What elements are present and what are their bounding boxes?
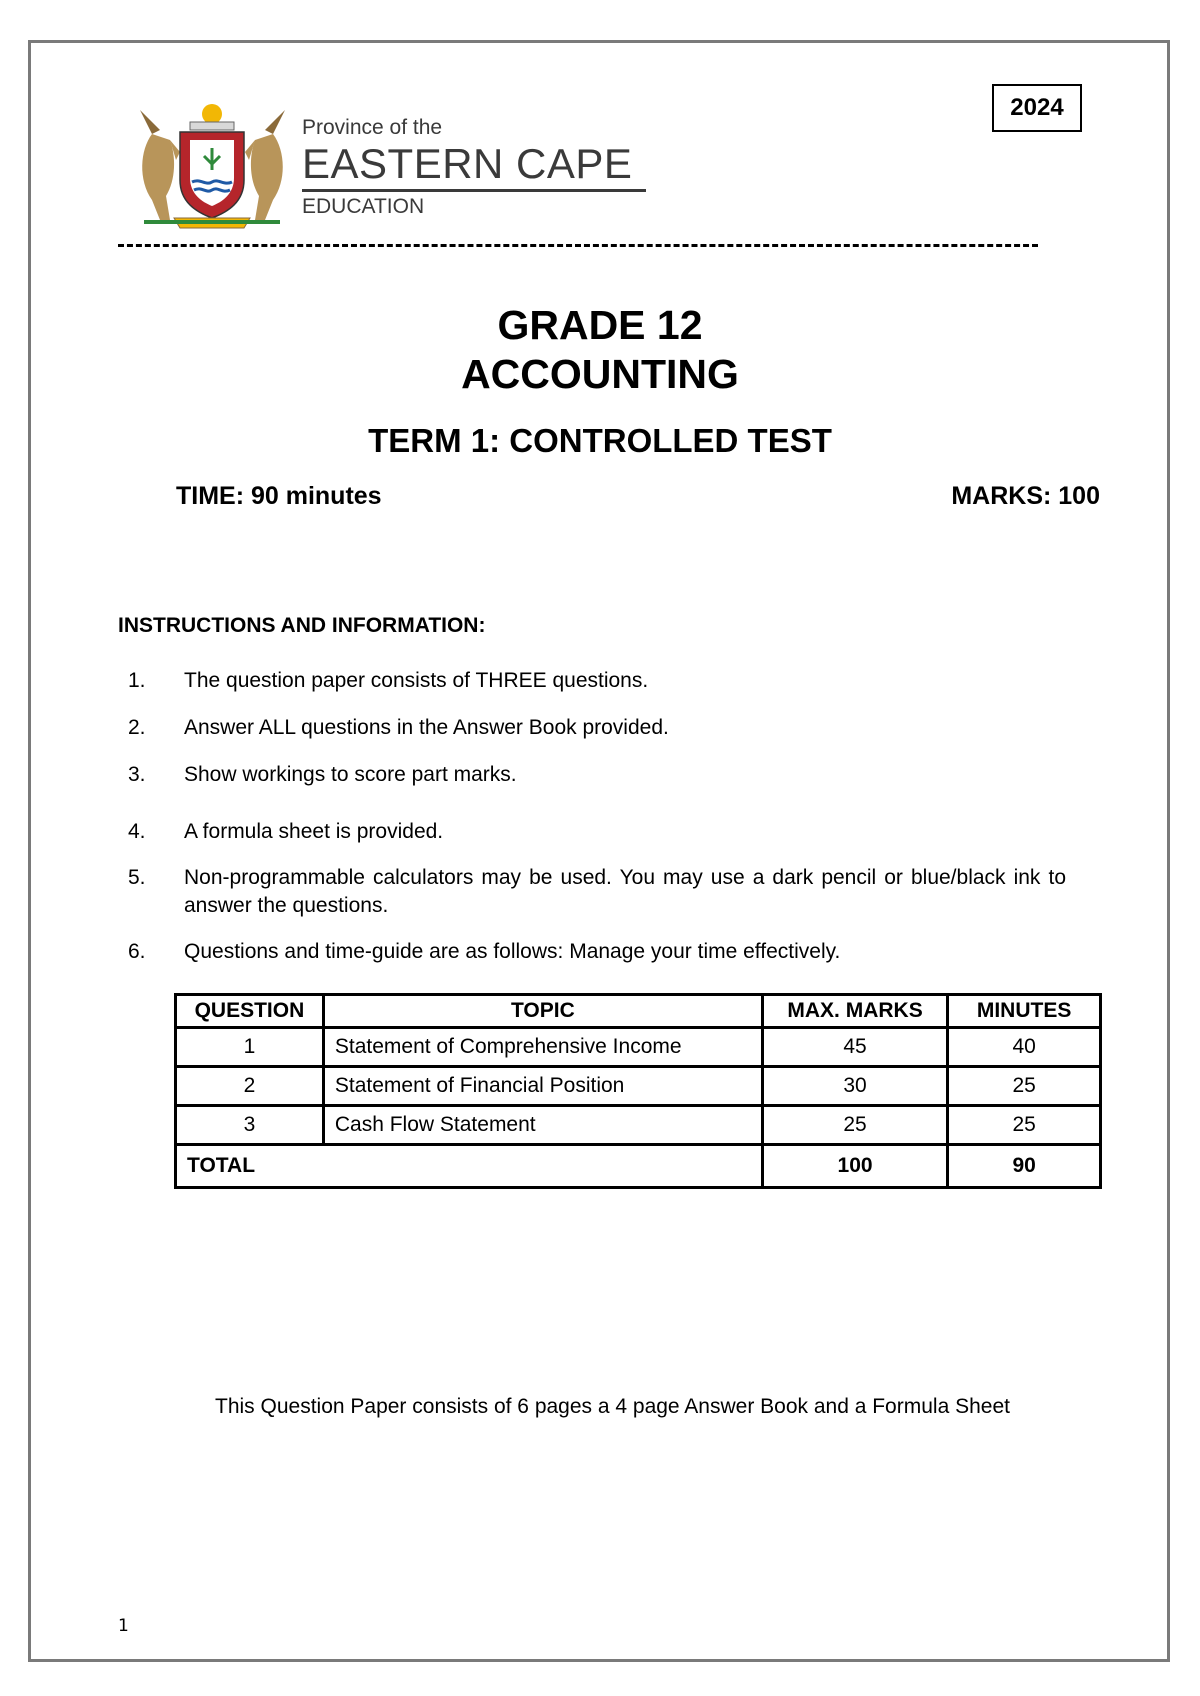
instruction-number: 5.: [128, 866, 146, 889]
table-total-row: [176, 1145, 1101, 1188]
cell-topic: Cash Flow Statement: [323, 1106, 762, 1145]
instruction-text: Questions and time-guide are as follows: Manage your time effectively.: [184, 940, 841, 963]
cell-total-marks: 100: [762, 1145, 947, 1188]
table-row: [176, 1028, 1101, 1067]
dashed-separator: [118, 244, 1038, 251]
page-number: 1: [118, 1616, 129, 1636]
time-allowed: TIME: 90 minutes: [176, 482, 382, 510]
cell-marks: 25: [762, 1106, 947, 1145]
instruction-number: 1.: [128, 669, 146, 692]
instruction-item: [118, 667, 1066, 695]
column-header-question: QUESTION: [176, 995, 324, 1028]
coat-of-arms-icon: [130, 100, 295, 230]
question-time-guide-table: [174, 993, 1102, 1189]
logo-line-education: EDUCATION: [302, 195, 425, 218]
term-title: TERM 1: CONTROLLED TEST: [368, 422, 832, 459]
instruction-text: Answer ALL questions in the Answer Book provided.: [184, 716, 669, 739]
instruction-number: 2.: [128, 716, 146, 739]
instruction-text: Show workings to score part marks.: [184, 763, 517, 786]
table-row: [176, 1067, 1101, 1106]
subject-title: ACCOUNTING: [461, 351, 739, 397]
logo-rule: [302, 189, 646, 192]
cell-question: 1: [176, 1028, 324, 1067]
cell-minutes: 40: [948, 1028, 1101, 1067]
instruction-number: 3.: [128, 763, 146, 786]
cell-total-minutes: 90: [948, 1145, 1101, 1188]
instruction-item: [118, 938, 1066, 966]
instruction-item: [118, 864, 1066, 920]
instruction-text: A formula sheet is provided.: [184, 820, 444, 843]
column-header-minutes: MINUTES: [948, 995, 1101, 1028]
instruction-number: 4.: [128, 820, 146, 843]
instruction-item: [118, 714, 1066, 742]
instruction-item: [118, 761, 1066, 789]
cell-total-label: TOTAL: [176, 1145, 763, 1188]
grade-title: GRADE 12: [497, 302, 703, 348]
logo-line-province: Province of the: [302, 116, 443, 139]
cell-topic: Statement of Financial Position: [323, 1067, 762, 1106]
cell-minutes: 25: [948, 1067, 1101, 1106]
instruction-text: Non-programmable calculators may be used. You may use a dark pencil or blue/black ink to answer the questions.: [184, 866, 1066, 917]
logo-line-eastern-cape: EASTERN CAPE: [302, 140, 633, 187]
column-header-max-marks: MAX. MARKS: [762, 995, 947, 1028]
column-header-topic: TOPIC: [323, 995, 762, 1028]
instruction-text: The question paper consists of THREE questions.: [184, 669, 649, 692]
cell-question: 3: [176, 1106, 324, 1145]
instruction-number: 6.: [128, 940, 146, 963]
instructions-heading: INSTRUCTIONS AND INFORMATION:: [118, 614, 486, 637]
cell-marks: 30: [762, 1067, 947, 1106]
cell-question: 2: [176, 1067, 324, 1106]
cell-marks: 45: [762, 1028, 947, 1067]
table-header-row: [176, 995, 1101, 1028]
year-box: 2024: [992, 84, 1082, 132]
eastern-cape-education-logo: [130, 100, 650, 230]
page-count-note: This Question Paper consists of 6 pages a 4 page Answer Book and a Formula Sheet: [215, 1395, 1010, 1418]
cell-minutes: 25: [948, 1106, 1101, 1145]
cell-topic: Statement of Comprehensive Income: [323, 1028, 762, 1067]
total-marks: MARKS: 100: [951, 482, 1100, 510]
instruction-item: [118, 818, 1066, 846]
table-row: [176, 1106, 1101, 1145]
